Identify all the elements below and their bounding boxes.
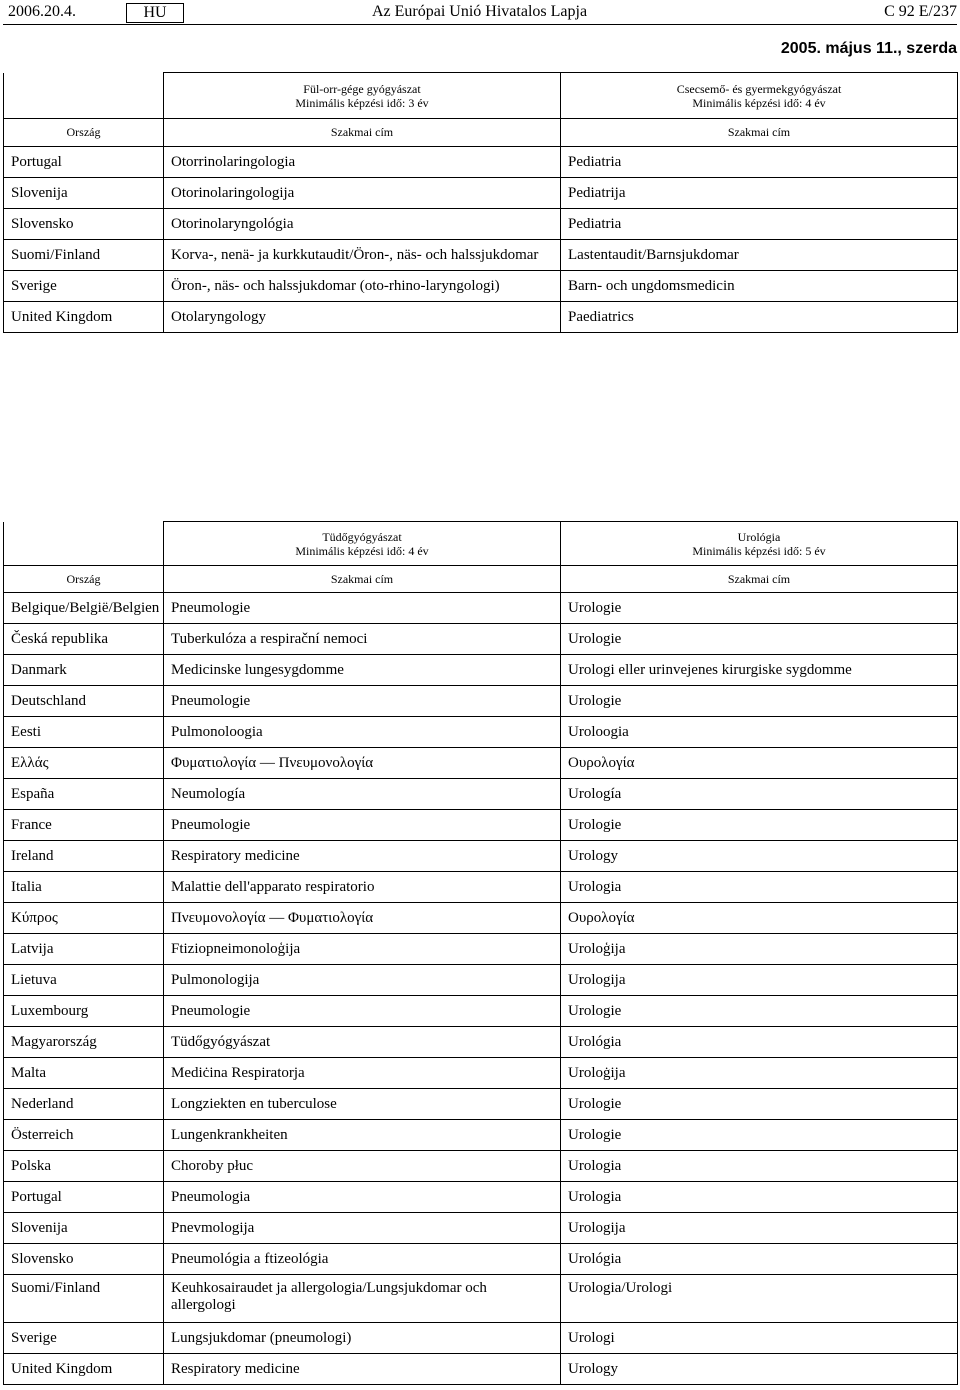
country-cell: Ελλάς — [4, 748, 164, 779]
table-row — [4, 1151, 958, 1182]
title-cell-1: Malattie dell'apparato respiratorio — [164, 872, 561, 903]
title-cell-2: Uroloģija — [561, 934, 958, 965]
country-cell: Belgique/België/Belgien — [4, 593, 164, 624]
country-cell: Eesti — [4, 717, 164, 748]
table-row — [4, 1058, 958, 1089]
page-header — [8, 3, 957, 23]
country-cell: Κύπρος — [4, 903, 164, 934]
country-cell: Nederland — [4, 1089, 164, 1120]
header-divider — [3, 24, 957, 25]
specialty-title: Tüdőgyógyászat — [322, 529, 402, 544]
country-cell: Österreich — [4, 1120, 164, 1151]
table-row — [4, 178, 958, 209]
country-cell: France — [4, 810, 164, 841]
table-row — [4, 302, 958, 333]
table-row — [4, 1244, 958, 1275]
title-cell-2: Uroloogia — [561, 717, 958, 748]
specialty-title: Csecsemő- és gyermekgyógyászat — [676, 81, 842, 96]
title-cell-2: Urologie — [561, 624, 958, 655]
title-cell-1: Pneumologie — [164, 810, 561, 841]
country-cell: Slovensko — [4, 209, 164, 240]
title-cell-1: Otolaryngology — [164, 302, 561, 333]
country-cell: Malta — [4, 1058, 164, 1089]
title-cell-2: Urologi eller urinvejenes kirurgiske sygdomme — [561, 655, 958, 686]
title-cell-2: Pediatria — [561, 147, 958, 178]
country-cell: Luxembourg — [4, 996, 164, 1027]
country-cell: Portugal — [4, 1182, 164, 1213]
title-cell-2: Uroloġija — [561, 1058, 958, 1089]
table-row — [4, 240, 958, 271]
table-row — [4, 841, 958, 872]
title-cell-2: Urologi — [561, 1323, 958, 1354]
table-row — [4, 209, 958, 240]
title-cell-2: Urologie — [561, 996, 958, 1027]
session-date: 2005. május 11., szerda — [780, 40, 957, 57]
title-cell-2: Urologia — [561, 872, 958, 903]
specialty-header-1 — [164, 522, 561, 566]
table-row — [4, 748, 958, 779]
title-cell-1: Πνευμονολογία — Φυματιολογία — [164, 903, 561, 934]
title-cell-2: Urologia/Urologi — [561, 1275, 958, 1323]
column-header-title: Szakmai cím — [561, 119, 958, 147]
country-cell: Suomi/Finland — [4, 1275, 164, 1323]
publication-date: 2006.20.4. — [8, 3, 76, 20]
title-cell-1: Pneumologie — [164, 593, 561, 624]
title-cell-2: Urológia — [561, 1244, 958, 1275]
title-cell-2: Urologie — [561, 686, 958, 717]
country-cell: Lietuva — [4, 965, 164, 996]
country-cell: Slovenija — [4, 178, 164, 209]
table-row — [4, 903, 958, 934]
country-cell: España — [4, 779, 164, 810]
title-cell-2: Ουρολογία — [561, 903, 958, 934]
title-cell-1: Φυματιολογία — Πνευμονολογία — [164, 748, 561, 779]
title-cell-1: Longziekten en tuberculose — [164, 1089, 561, 1120]
country-cell: Magyarország — [4, 1027, 164, 1058]
table-row — [4, 934, 958, 965]
title-cell-1: Otorinolaryngológia — [164, 209, 561, 240]
title-cell-1: Lungenkrankheiten — [164, 1120, 561, 1151]
title-cell-2: Urologie — [561, 1089, 958, 1120]
table-row — [4, 810, 958, 841]
title-cell-1: Pneumologie — [164, 686, 561, 717]
table-row — [4, 872, 958, 903]
country-cell: Deutschland — [4, 686, 164, 717]
country-cell: Sverige — [4, 271, 164, 302]
country-cell: Polska — [4, 1151, 164, 1182]
title-cell-2: Urologie — [561, 810, 958, 841]
title-cell-2: Urology — [561, 1354, 958, 1385]
title-cell-1: Tüdőgyógyászat — [164, 1027, 561, 1058]
country-cell: Slovenija — [4, 1213, 164, 1244]
specialty-duration: Minimális képzési idő: 4 év — [295, 543, 429, 558]
country-cell: Ireland — [4, 841, 164, 872]
country-cell: United Kingdom — [4, 302, 164, 333]
specialty-table-ent-paediatrics — [3, 72, 958, 333]
title-cell-1: Pneumológia a ftizeológia — [164, 1244, 561, 1275]
title-cell-1: Tuberkulóza a respirační nemoci — [164, 624, 561, 655]
column-header-title: Szakmai cím — [561, 566, 958, 593]
title-cell-1: Pneumologia — [164, 1182, 561, 1213]
country-cell: Danmark — [4, 655, 164, 686]
journal-reference: C 92 E/237 — [884, 3, 957, 20]
title-cell-2: Barn- och ungdomsmedicin — [561, 271, 958, 302]
title-cell-1: Respiratory medicine — [164, 841, 561, 872]
specialty-title: Urológia — [737, 529, 781, 544]
title-cell-1: Choroby płuc — [164, 1151, 561, 1182]
country-cell: Sverige — [4, 1323, 164, 1354]
country-cell: Latvija — [4, 934, 164, 965]
table-row — [4, 717, 958, 748]
title-cell-2: Urologija — [561, 965, 958, 996]
country-cell: Česká republika — [4, 624, 164, 655]
specialty-title: Fül-orr-gége gyógyászat — [303, 81, 421, 96]
table-row — [4, 1213, 958, 1244]
title-cell-1: Ftiziopneimonoloģija — [164, 934, 561, 965]
table-row — [4, 1027, 958, 1058]
table-row — [4, 686, 958, 717]
language-code-box: HU — [126, 3, 184, 23]
title-cell-2: Pediatrija — [561, 178, 958, 209]
country-cell: Suomi/Finland — [4, 240, 164, 271]
specialty-header-1 — [164, 73, 561, 119]
column-header-title: Szakmai cím — [164, 566, 561, 593]
column-header-title: Szakmai cím — [164, 119, 561, 147]
title-cell-2: Urologia — [561, 1151, 958, 1182]
country-cell: Slovensko — [4, 1244, 164, 1275]
title-cell-1: Mediċina Respiratorja — [164, 1058, 561, 1089]
title-cell-1: Korva-, nenä- ja kurkkutaudit/Öron-, näs- och halssjukdomar — [164, 240, 561, 271]
table-row — [4, 779, 958, 810]
title-cell-2: Urology — [561, 841, 958, 872]
country-cell: Italia — [4, 872, 164, 903]
table-row — [4, 1323, 958, 1354]
title-cell-2: Urologija — [561, 1213, 958, 1244]
specialty-duration: Minimális képzési idő: 3 év — [295, 95, 429, 110]
specialty-duration: Minimális képzési idő: 5 év — [692, 543, 826, 558]
title-cell-1: Pulmonoloogia — [164, 717, 561, 748]
column-header-country: Ország — [4, 119, 164, 147]
table-row — [4, 1182, 958, 1213]
title-cell-1: Respiratory medicine — [164, 1354, 561, 1385]
journal-title: Az Európai Unió Hivatalos Lapja — [372, 3, 588, 20]
title-cell-2: Pediatria — [561, 209, 958, 240]
title-cell-2: Paediatrics — [561, 302, 958, 333]
title-cell-2: Ουρολογία — [561, 748, 958, 779]
table-row — [4, 1120, 958, 1151]
title-cell-1: Pulmonologija — [164, 965, 561, 996]
specialty-table-pneumology-urology — [3, 521, 958, 1385]
country-cell: United Kingdom — [4, 1354, 164, 1385]
table-row — [4, 271, 958, 302]
title-cell-1: Keuhkosairaudet ja allergologia/Lungsjukdomar och allergologi — [164, 1275, 561, 1323]
title-cell-2: Urología — [561, 779, 958, 810]
title-cell-2: Urologie — [561, 1120, 958, 1151]
title-cell-2: Urológia — [561, 1027, 958, 1058]
specialty-header-2 — [561, 73, 958, 119]
title-cell-1: Medicinske lungesygdomme — [164, 655, 561, 686]
table-row — [4, 624, 958, 655]
title-cell-1: Otorrinolaringologia — [164, 147, 561, 178]
specialty-duration: Minimális képzési idő: 4 év — [692, 95, 826, 110]
table-row — [4, 147, 958, 178]
title-cell-1: Lungsjukdomar (pneumologi) — [164, 1323, 561, 1354]
column-header-country: Ország — [4, 566, 164, 593]
title-cell-1: Öron-, näs- och halssjukdomar (oto-rhino-laryngologi) — [164, 271, 561, 302]
country-cell: Portugal — [4, 147, 164, 178]
title-cell-2: Urologia — [561, 1182, 958, 1213]
table-row — [4, 996, 958, 1027]
title-cell-1: Pnevmologija — [164, 1213, 561, 1244]
table-row — [4, 655, 958, 686]
table-row — [4, 1354, 958, 1385]
title-cell-1: Pneumologie — [164, 996, 561, 1027]
title-cell-1: Otorinolaringologija — [164, 178, 561, 209]
title-cell-2: Lastentaudit/Barnsjukdomar — [561, 240, 958, 271]
title-cell-1: Neumología — [164, 779, 561, 810]
title-cell-2: Urologie — [561, 593, 958, 624]
specialty-header-2 — [561, 522, 958, 566]
table-row — [4, 1275, 958, 1323]
table-row — [4, 1089, 958, 1120]
table-row — [4, 593, 958, 624]
table-row — [4, 965, 958, 996]
